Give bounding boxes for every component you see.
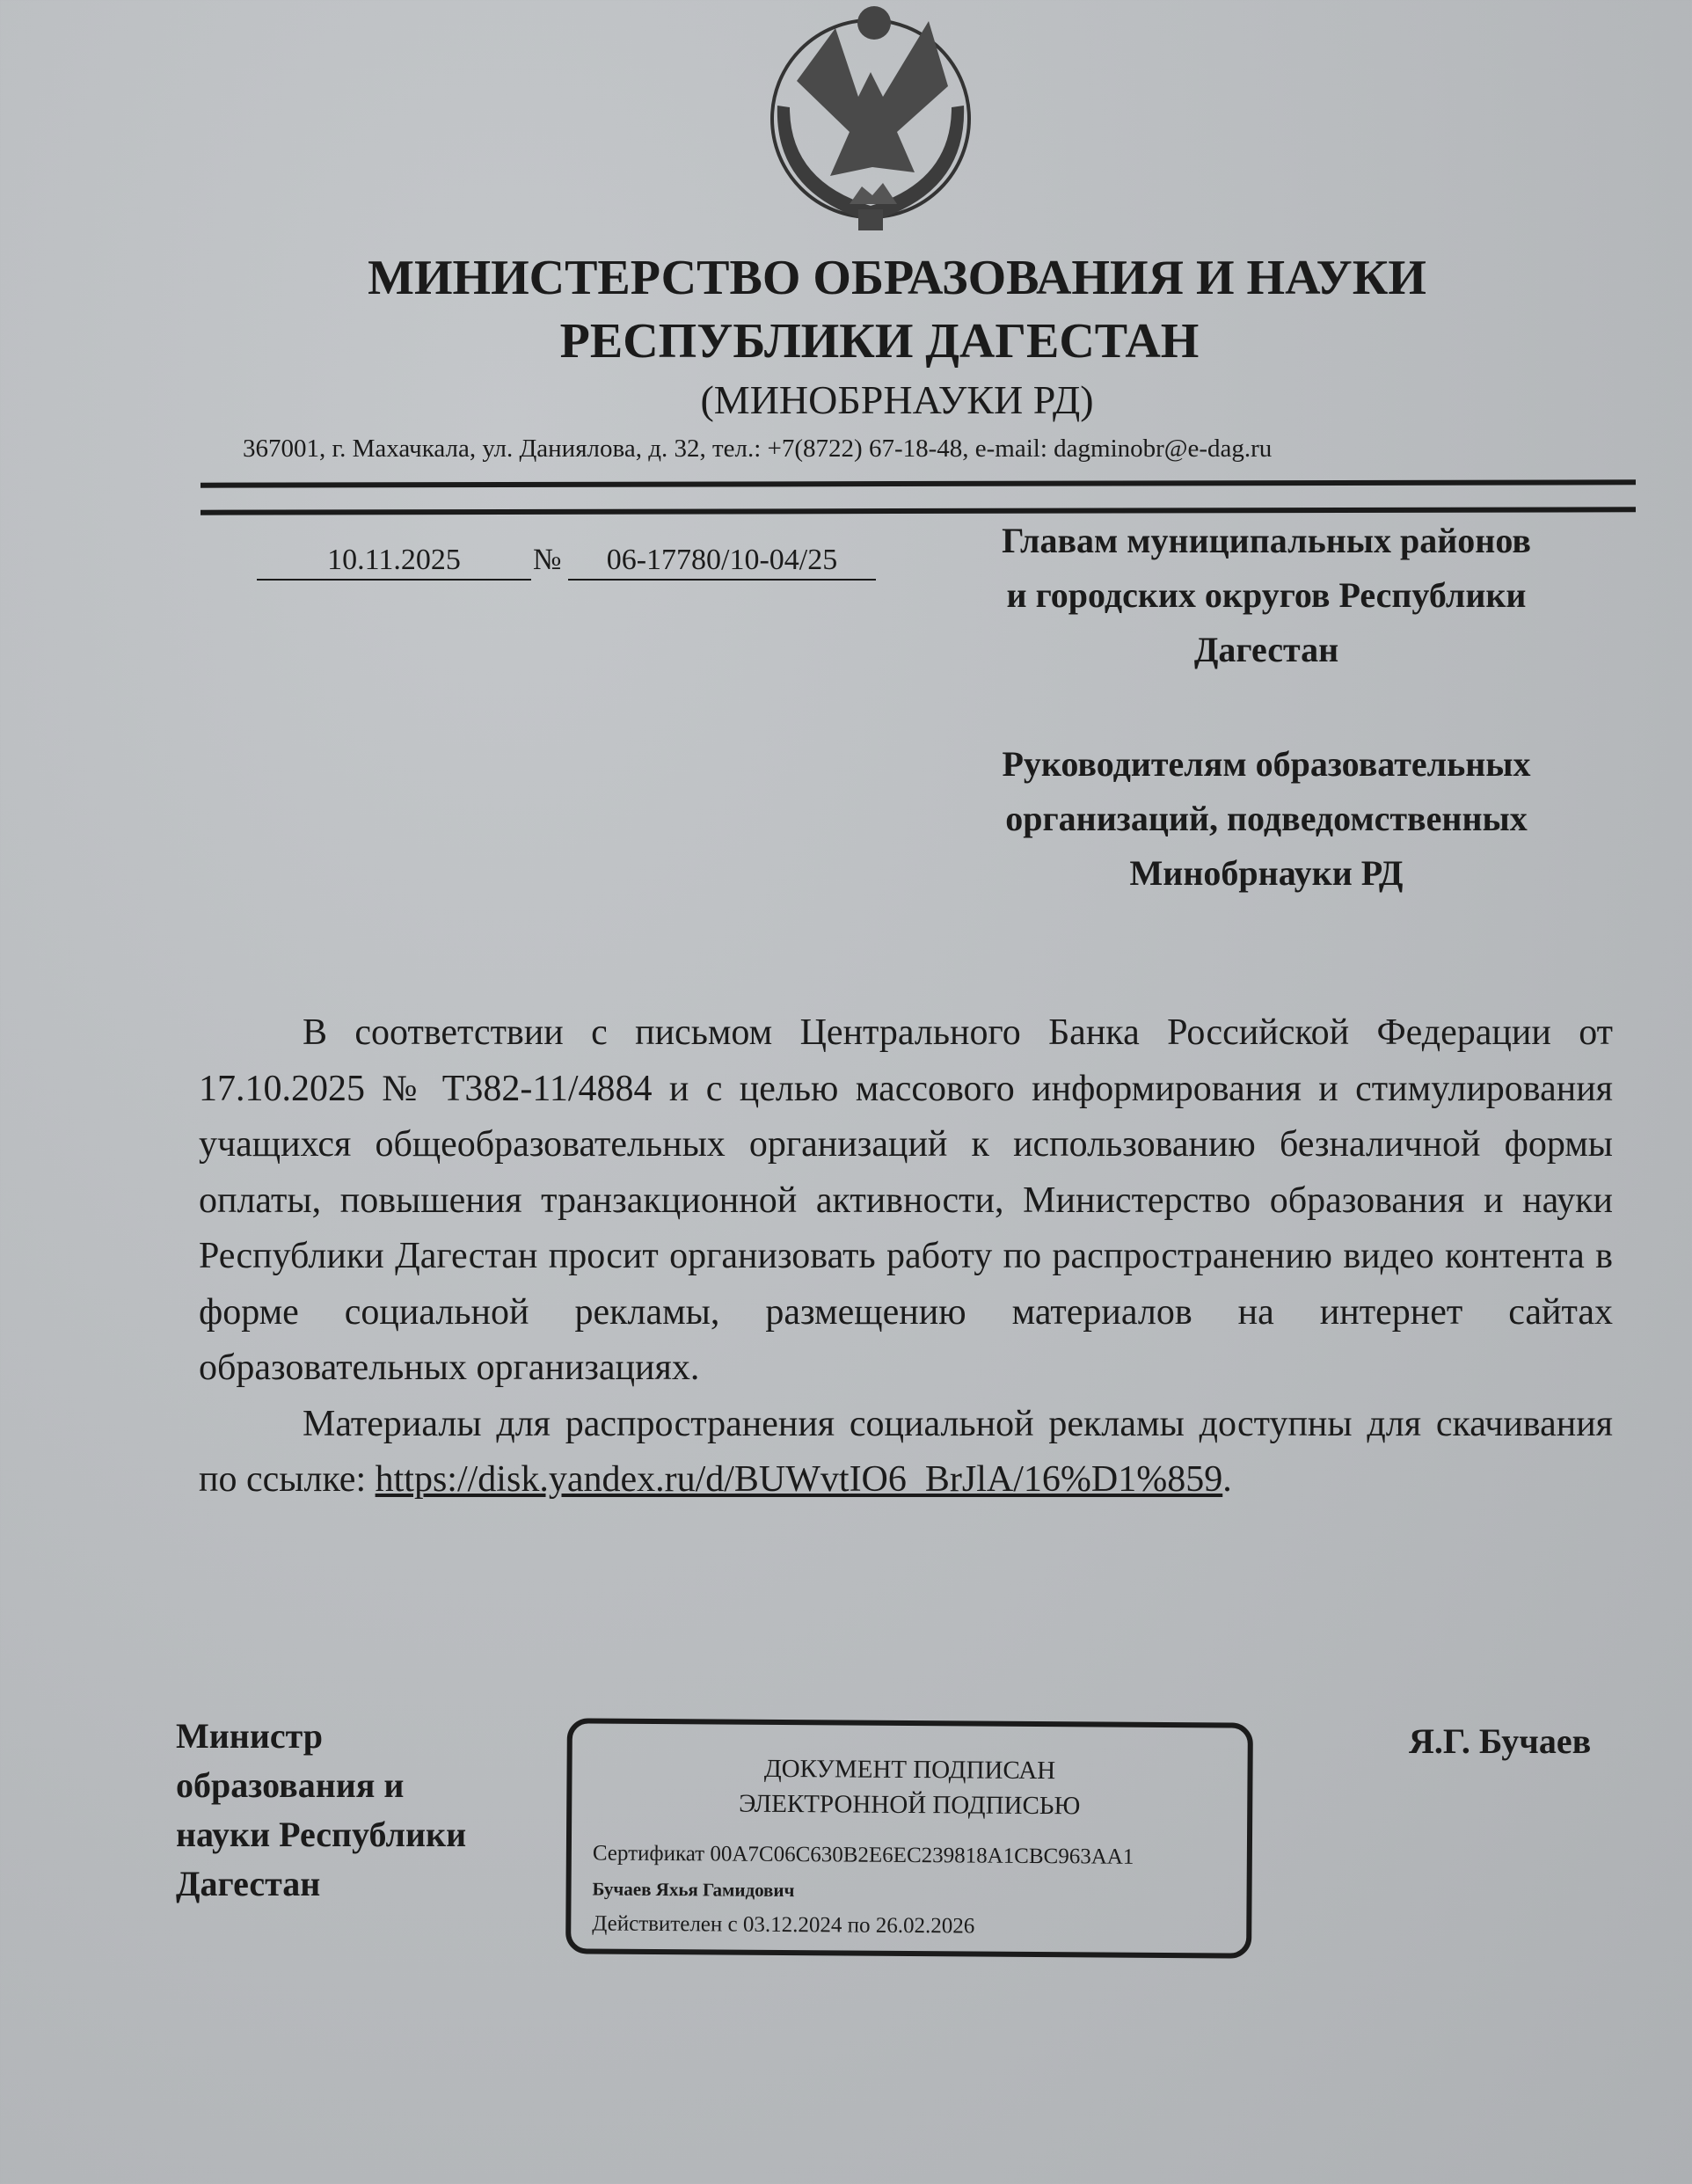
addressee-municipal-heads — [915, 514, 1618, 677]
ministry-short-name: (МИНОБРНАУКИ РД) — [700, 377, 1094, 422]
registration-number: 06-17780/10-04/25 — [568, 544, 876, 581]
addressee-line: Минобрнауки РД — [1129, 853, 1404, 893]
position-line: образования и — [176, 1765, 405, 1805]
paragraph2-text: Материалы для распространения социальной рекламы доступны для скачивания по ссылке: — [199, 1403, 1613, 1500]
ministry-title-line1: МИНИСТЕРСТВО ОБРАЗОВАНИЯ И НАУКИ — [368, 251, 1426, 305]
stamp-owner: Бучаев Яхья Гамидович — [592, 1878, 795, 1902]
body-paragraph-2 — [199, 1397, 1613, 1508]
addressee-line: и городских округов Республики — [1006, 575, 1527, 615]
ministry-title-line2: РЕСПУБЛИКИ ДАГЕСТАН — [559, 314, 1200, 369]
paragraph2-end: . — [1222, 1459, 1232, 1500]
ministry-address: 367001, г. Махачкала, ул. Даниялова, д. 32, тел.: +7(8722) 67-18-48, e-mail: dagminobr@e-dag.ru — [243, 435, 1273, 463]
stamp-validity: Действителен с 03.12.2024 по 26.02.2026 — [592, 1911, 975, 1939]
registration-date: 10.11.2025 — [257, 544, 531, 581]
dagestan-coat-of-arms-icon — [765, 0, 976, 237]
position-line: Дагестан — [176, 1864, 321, 1903]
signatory-position — [176, 1712, 545, 1909]
letter-body — [199, 1005, 1613, 1508]
number-sign: № — [533, 544, 562, 576]
yandex-disk-link[interactable]: https://disk.yandex.ru/d/BUWvtIO6_BrJlA/16%D1%859 — [375, 1459, 1223, 1500]
stamp-header-line2: ЭЛЕКТРОННОЙ ПОДПИСЬЮ — [739, 1789, 1081, 1821]
header-divider-top — [201, 479, 1636, 487]
signer-name: Я.Г. Бучаев — [1409, 1721, 1592, 1761]
addressee-line: Руководителям образовательных — [1002, 744, 1531, 784]
addressee-line: Главам муниципальных районов — [1002, 521, 1531, 560]
body-paragraph-1: В соответствии с письмом Центрального Банка Российской Федерации от 17.10.2025 № Т382-11/4884 и с целью массового информирования и стимулирования учащихся общеобразовательных организаций к использованию безналичной формы оплаты, повышения транзакционной активности, Министерство образования и науки Республики Дагестан просит организовать работу по распространению видео контента в форме социальной рекламы, размещению материалов на интернет сайтах образовательных организациях. — [199, 1012, 1613, 1388]
addressee-line: организаций, подведомственных — [1005, 799, 1528, 838]
position-line: науки Республики — [176, 1815, 467, 1854]
position-line: Министр — [176, 1716, 324, 1756]
stamp-header-line1: ДОКУМЕНТ ПОДПИСАН — [763, 1754, 1056, 1786]
electronic-signature-stamp — [565, 1718, 1253, 1958]
addressee-organization-heads — [915, 737, 1618, 901]
stamp-certificate: Сертификат 00A7C06C630B2E6EC239818A1CBC963AA1 — [592, 1841, 1134, 1869]
addressee-line: Дагестан — [1193, 630, 1339, 669]
